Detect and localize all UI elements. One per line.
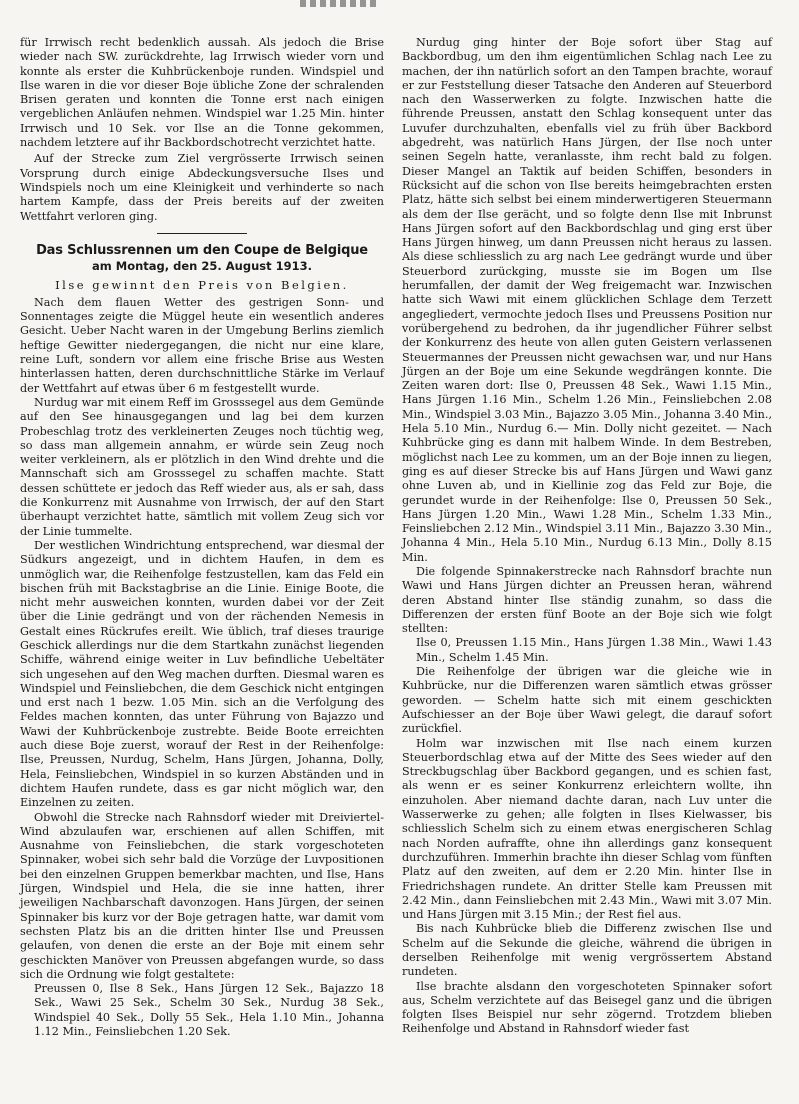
paragraph: Der westlichen Windrichtung entsprechend, war diesmal der Südkurs angezeigt, und in dichtem Haufen, in dem es unmöglich war, die Reihenfolge festzustellen, kam das Feld ein bischen früh mit Backstagbrise an die Linie. Einige Boote, die nicht mehr ausweichen konnten, wurden dabei vor der Zeit über die Linie gedrängt und von der rächenden Nemesis in Gestalt eines Rückrufes ereilt. Wie üblich, traf dieses traurige Geschick allerdings nur die dem Startkahn zunächst liegenden Schiffe, während einige weiter in Luv befindliche Uebeltäter sich ungesehen auf den Weg machen durften. Diesmal waren es Windspiel und Feinsliebchen, die dem Geschick nicht entgingen und erst nach 1 bezw. 1.05 Min. sich an die Verfolgung des Feldes machen konnten, das unter Führung von Bajazzo und Wawi der Kuhbrückenboje zustrebte. Beide Boote erreichten auch diese Boje zuerst, worauf der Rest in der Reihenfolge: Ilse, Preussen, Nurdug, Schelm, Hans Jürgen, Johanna, Dolly, Hela, Feinsliebchen, Windspiel in so kurzen Abständen und in dichtem Haufen rundete, dass es gar nicht möglich war, den Einzelnen zu zeiten. — [20, 538, 384, 810]
paragraph: Obwohl die Strecke nach Rahnsdorf wieder mit Dreiviertel-Wind abzulaufen war, erschienen auf allen Schiffen, mit Ausnahme von Feinsliebchen, die stark vorgeschoteten Spinnaker, wobei sich sehr bald die Vorzüge der Luvpositionen bei den einzelnen Gruppen bemerkbar machten, und Ilse, Hans Jürgen, Windspiel und Hela, die sie inne hatten, ihrer jeweiligen Nachbarschaft davonzogen. Hans Jürgen, der seinen Spinnaker bis kurz vor der Boje getragen hatte, war damit vom sechsten Platz bis an die dritten hinter Ilse und Preussen gelaufen, von denen die erste an der Boje mit einem sehr geschickten Manöver von Preussen abgefangen wurde, so dass sich die Ordnung wie folgt gestaltete: — [20, 810, 384, 981]
left-column — [20, 36, 384, 1039]
paragraph: Die folgende Spinnakerstrecke nach Rahnsdorf brachte nun Wawi und Hans Jürgen dichter an Preussen heran, während deren Abstand hinter Ilse ständig zunahm, so dass die Differenzen der ersten fünf Boote an der Boje sich wie folgt stellten: — [402, 564, 772, 636]
paragraph: Ilse brachte alsdann den vorgeschoteten Spinnaker sofort aus, Schelm verzichtete auf das Beisegel ganz und die übrigen folgten Ilses Beispiel nur sehr zögernd. Trotzdem blieben Reihenfolge und Abstand in Rahnsdorf wieder fast — [402, 979, 772, 1036]
paragraph: Bis nach Kuhbrücke blieb die Differenz zwischen Ilse und Schelm auf die Sekunde die gleiche, während die übrigen in derselben Reihenfolge mit wenig vergrössertem Abstand rundeten. — [402, 922, 772, 979]
section-divider — [157, 233, 247, 234]
paragraph: für Irrwisch recht bedenklich aussah. Als jedoch die Brise wieder nach SW. zurückdrehte, lag Irrwisch wieder vorn und konnte als erster die Kuhbrückenboje runden. Windspiel und Ilse waren in die vor dieser Boje übliche Zone der schralenden Brisen geraten und konnten die Tonne erst nach einigen vergeblichen Anläufen nehmen. Windspiel war 1.25 Min. hinter Irrwisch und 10 Sek. vor Ilse an die Tonne gekommen, nachdem letztere auf ihr Backbordschotrecht verzichtet hatte. — [20, 36, 384, 150]
results-paragraph: Ilse 0, Preussen 1.15 Min., Hans Jürgen 1.38 Min., Wawi 1.43 Min., Schelm 1.45 Min. — [416, 636, 772, 664]
paragraph: Auf der Strecke zum Ziel vergrösserte Irrwisch seinen Vorsprung durch einige Abdeckungsversuche Ilses und Windspiels noch um eine Kleinigkeit und verhinderte so nach hartem Kampfe, dass der Preis bereits auf der zweiten Wettfahrt verloren ging. — [20, 152, 384, 223]
section-lead: Ilse gewinnt den Preis von Belgien. — [55, 277, 349, 292]
paragraph: Nurdug ging hinter der Boje sofort über Stag auf Backbordbug, um den ihm eigentümlichen Schlag nach Lee zu machen, der ihn natürlich sofort an den Tampen brachte, worauf er zur Feststellung dieser Tatsache den Anderen auf Steuerbord nach den Wasserwerken zu folgte. Inzwischen hatte die führende Preussen, anstatt den Schlag konsequent unter das Luvufer durchzuhalten, ebenfalls viel zu früh über Backbord abgedreht, was natürlich Hans Jürgen, der Ilse noch unter seinen Segeln hatte, veranlasste, ihm recht bald zu folgen. Dieser Mangel an Taktik auf beiden Schiffen, besonders in Rücksicht auf die schon von Ilse bereits heimgebrachten ersten Platz, hätte sich selbst bei einem minderwertigeren Steuermann als dem der Ilse gerächt, und so folgte denn Ilse mit Inbrunst Hans Jürgen sofort auf den Backbordschlag und ging erst über Hans Jürgen hinweg, um dann Preussen nicht heraus zu lassen. Als diese schliesslich zu arg nach Lee gedrängt wurde und über Steuerbord zurückging, musste sie im Bogen um Ilse herumfallen, der damit der Weg freigemacht war. Inzwischen hatte sich Wawi mit einem glücklichen Schlage dem Terzett angegliedert, vermochte jedoch Ilses und Preussens Position nur vorübergehend zu bedrohen, da ihr jugendlicher Führer selbst der Konkurrenz des heute von allen guten Geistern verlassenen Steuermannes der Preussen nicht gewachsen war, und nur Hans Jürgen an der Boje um eine Sekunde wegdrängen konnte. Die Zeiten waren dort: Ilse 0, Preussen 48 Sek., Wawi 1.15 Min., Hans Jürgen 1.16 Min., Schelm 1.26 Min., Feinsliebchen 2.08 Min., Windspiel 3.03 Min., Bajazzo 3.05 Min., Johanna 3.40 Min., Hela 5.10 Min., Nurdug 6.— Min. Dolly nicht gezeitet. — Nach Kuhbrücke ging es dann mit halbem Winde. In dem Bestreben, möglichst nach Lee zu kommen, um an der Boje innen zu liegen, ging es auf dieser Strecke bis auf Hans Jürgen und Wawi ganz ohne Luven ab, und in Kiellinie zog das Feld zur Boje, die gerundet wurde in der Reihenfolge: Ilse 0, Preussen 50 Sek., Hans Jürgen 1.20 Min., Wawi 1.28 Min., Schelm 1.33 Min., Feinsliebchen 2.12 Min., Windspiel 3.11 Min., Bajazzo 3.30 Min., Johanna 4 Min., Hela 5.10 Min., Nurdug 6.13 Min., Dolly 8.15 Min. — [402, 36, 772, 564]
paragraph: Holm war inzwischen mit Ilse nach einem kurzen Steuerbordschlag etwa auf der Mitte des Sees wieder auf den Streckbugschlag über Backbord gegangen, und es schien fast, als wenn er es seiner Konkurrenz erleichtern wollte, ihn einzuholen. Aber niemand dachte daran, nach Luv unter die Wasserwerke zu gehen; alle folgten in Ilses Kielwasser, bis schliesslich Schelm sich zu einem etwas energischeren Schlag nach Norden aufraffte, ohne ihn allerdings ganz konsequent durchzuführen. Immerhin brachte ihn dieser Schlag vom fünften Platz auf den zweiten, auf dem er 2.20 Min. hinter Ilse in Friedrichshagen rundete. An dritter Stelle kam Preussen mit 2.42 Min., dann Feinsliebchen mit 2.43 Min., Wawi mit 3.07 Min. und Hans Jürgen mit 3.15 Min.; der Rest fiel aus. — [402, 736, 772, 922]
page-header-artifact — [300, 0, 380, 7]
section-date: am Montag, den 25. August 1913. — [92, 258, 312, 273]
section-title: Das Schlussrennen um den Coupe de Belgique — [36, 242, 368, 258]
results-paragraph: Preussen 0, Ilse 8 Sek., Hans Jürgen 12 Sek., Bajazzo 18 Sek., Wawi 25 Sek., Schelm 30 Sek., Nurdug 38 Sek., Windspiel 40 Sek., Dolly 55 Sek., Hela 1.10 Min., Johanna 1.12 Min., Feinsliebchen 1.20 Sek. — [34, 982, 384, 1038]
paragraph: Nurdug war mit einem Reff im Grosssegel aus dem Gemünde auf den See hinausgegangen und lag bei dem kurzen Probeschlag trotz des verkleinerten Zeuges noch tüchtig weg, so dass man allgemein annahm, er würde sein Zeug noch weiter verkleinern, als er plötzlich in den Wind drehte und die Mannschaft sich am Grosssegel zu schaffen machte. Statt dessen schüttete er jedoch das Reff wieder aus, als er sah, dass die Konkurrenz mit Ausnahme von Irrwisch, der auf den Start überhaupt verzichtet hatte, sämtlich mit vollem Zeug sich vor der Linie tummelte. — [20, 395, 384, 538]
paragraph: Nach dem flauen Wetter des gestrigen Sonn- und Sonnentages zeigte die Müggel heute ein wesentlich anderes Gesicht. Ueber Nacht waren in der Umgebung Berlins ziemlich heftige Gewitter niedergegangen, die nicht nur eine klare, reine Luft, sondern vor allem eine frische Brise aus Westen hinterlassen hatten, deren durchschnittliche Stärke im Verlauf der Wettfahrt auf etwas über 6 m festgestellt wurde. — [20, 295, 384, 395]
right-column — [402, 36, 772, 1037]
paragraph: Die Reihenfolge der übrigen war die gleiche wie in Kuhbrücke, nur die Differenzen waren sämtlich etwas grösser geworden. — Schelm hatte sich mit einem geschickten Aufschiesser an der Boje über Wawi gelegt, die darauf sofort zurückfiel. — [402, 665, 772, 736]
